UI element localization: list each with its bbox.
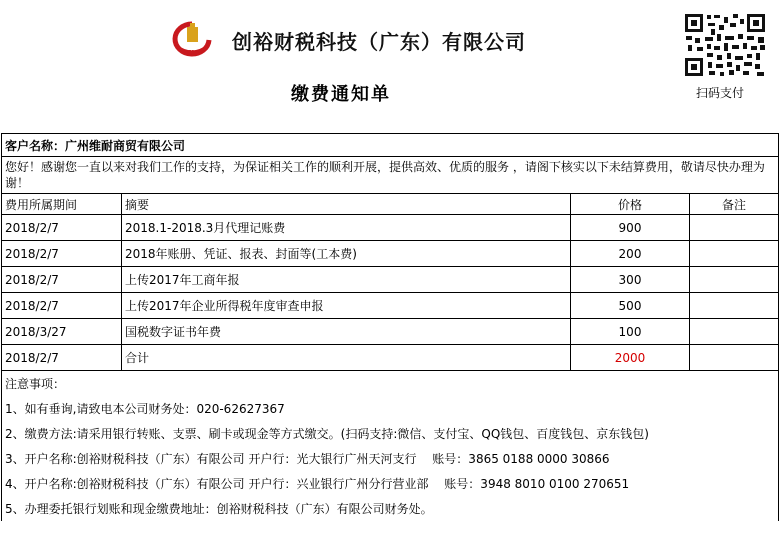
total-row — [2, 345, 779, 371]
header-price: 价格 — [571, 194, 690, 215]
note-item: 5、办理委托银行划账和现金缴费地址：创裕财税科技（广东）有限公司财务处。 — [2, 496, 779, 521]
total-remark — [690, 345, 779, 371]
row-price: 300 — [571, 267, 690, 293]
note-item: 1、如有垂询,请致电本公司财务处：020-62627367 — [2, 396, 779, 421]
table-row — [2, 319, 779, 345]
total-period: 2018/2/7 — [2, 345, 122, 371]
greeting-row — [2, 157, 779, 194]
header-remark: 备注 — [690, 194, 779, 215]
table-header — [2, 194, 779, 215]
total-label: 合计 — [122, 345, 571, 371]
row-price: 200 — [571, 241, 690, 267]
header-summary: 摘要 — [122, 194, 571, 215]
row-remark — [690, 293, 779, 319]
row-summary: 2018.1-2018.3月代理记账费 — [122, 215, 571, 241]
row-remark — [690, 241, 779, 267]
table-row — [2, 241, 779, 267]
note-row — [2, 496, 779, 521]
row-period: 2018/3/27 — [2, 319, 122, 345]
company-logo-icon — [170, 20, 214, 58]
header-period: 费用所属期间 — [2, 194, 122, 215]
note-row — [2, 421, 779, 446]
qr-code-icon[interactable] — [683, 12, 767, 78]
customer-name: 广州维耐商贸有限公司 — [65, 138, 186, 153]
total-value: 2000 — [571, 345, 690, 371]
row-period: 2018/2/7 — [2, 267, 122, 293]
row-price: 500 — [571, 293, 690, 319]
row-price: 100 — [571, 319, 690, 345]
row-period: 2018/2/7 — [2, 241, 122, 267]
row-summary: 上传2017年企业所得税年度审查申报 — [122, 293, 571, 319]
row-summary: 国税数字证书年费 — [122, 319, 571, 345]
row-price: 900 — [571, 215, 690, 241]
note-row — [2, 396, 779, 421]
customer-label: 客户名称： — [5, 138, 66, 153]
qr-label: 扫码支付 — [696, 86, 745, 100]
table-row — [2, 293, 779, 319]
greeting-text: 您好！感谢您一直以来对我们工作的支持，为保证相关工作的顺利开展，提供高效、优质的服务 ，请阁下核实以下未结算费用，敬请尽快办理为谢！ — [2, 157, 779, 194]
note-item: 2、缴费方法:请采用银行转账、支票、刷卡或现金等方式缴交。(扫码支持:微信、支付宝、QQ钱包、百度钱包、京东钱包) — [2, 421, 779, 446]
note-item: 4、开户名称:创裕财税科技（广东）有限公司 开户行：兴业银行广州分行营业部 账号：3948 8010 0100 270651 — [2, 471, 779, 496]
company-name: 创裕财税科技（广东）有限公司 — [232, 30, 526, 54]
note-row — [2, 471, 779, 496]
table-row — [2, 267, 779, 293]
customer-row — [2, 134, 779, 157]
row-remark — [690, 267, 779, 293]
document-title: 缴费通知单 — [291, 84, 391, 105]
logo-text: CY — [186, 49, 198, 57]
row-summary: 上传2017年工商年报 — [122, 267, 571, 293]
fee-table — [1, 133, 779, 521]
row-remark — [690, 215, 779, 241]
note-row — [2, 446, 779, 471]
table-row — [2, 215, 779, 241]
row-period: 2018/2/7 — [2, 215, 122, 241]
row-period: 2018/2/7 — [2, 293, 122, 319]
notes-title: 注意事项： — [2, 371, 779, 397]
notes-title-row — [2, 371, 779, 397]
row-remark — [690, 319, 779, 345]
note-item: 3、开户名称:创裕财税科技（广东）有限公司 开户行：光大银行广州天河支行 账号：3865 0188 0000 30866 — [2, 446, 779, 471]
row-summary: 2018年账册、凭证、报表、封面等(工本费) — [122, 241, 571, 267]
